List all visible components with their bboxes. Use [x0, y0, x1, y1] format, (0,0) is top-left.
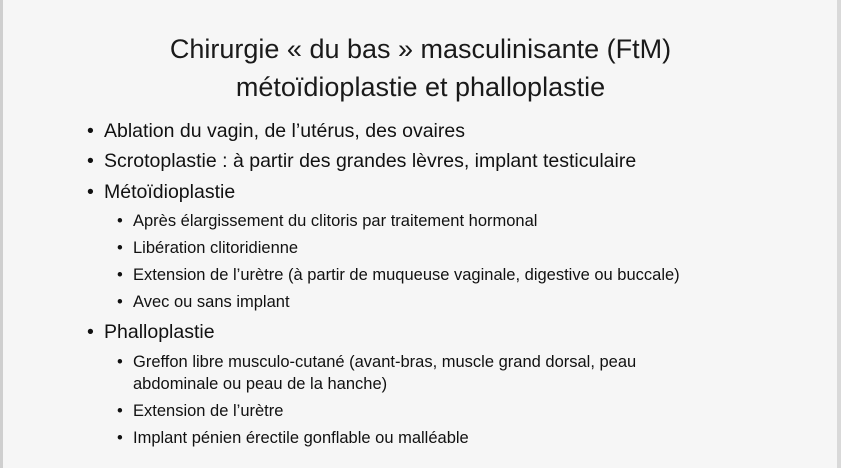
list-item — [87, 180, 236, 204]
list-item-text: Métoïdioplastie — [104, 181, 236, 203]
bullet-icon: • — [87, 150, 94, 172]
list-item-text: Ablation du vagin, de l’utérus, des ovaires — [104, 120, 465, 142]
list-item — [87, 149, 637, 173]
list-item — [117, 427, 469, 449]
list-item-text: Avec ou sans implant — [133, 293, 290, 311]
list-item — [87, 119, 465, 143]
bullet-icon: • — [117, 266, 123, 284]
list-item — [117, 264, 680, 286]
list-item — [117, 291, 290, 313]
list-item-text: Implant pénien érectile gonflable ou malléable — [133, 429, 469, 447]
bullet-icon: • — [117, 212, 123, 230]
list-item-text: Greffon libre musculo-cutané (avant-bras, muscle grand dorsal, peau — [133, 353, 637, 371]
title-line-2: métoïdioplastie et phalloplastie — [235, 72, 606, 102]
slide-title — [0, 30, 841, 106]
list-item-text: Extension de l’urètre (à partir de muqueuse vaginale, digestive ou buccale) — [133, 266, 680, 284]
list-item — [117, 400, 284, 422]
bullet-icon: • — [117, 429, 123, 447]
bullet-icon: • — [87, 120, 94, 142]
list-item-text: Phalloplastie — [104, 321, 215, 343]
list-item-text: Scrotoplastie : à partir des grandes lèvres, implant testiculaire — [104, 150, 637, 172]
bullet-icon: • — [117, 293, 123, 311]
list-item — [117, 351, 637, 395]
bullet-icon: • — [117, 353, 123, 371]
list-item-text: Après élargissement du clitoris par traitement hormonal — [133, 212, 538, 230]
list-item — [117, 237, 299, 259]
list-item — [117, 210, 538, 232]
list-item — [87, 320, 215, 344]
bullet-icon: • — [87, 321, 94, 343]
bullet-icon: • — [117, 402, 123, 420]
list-item-text: Extension de l’urètre — [133, 402, 284, 420]
title-line-1: Chirurgie « du bas » masculinisante (FtM) — [169, 34, 672, 64]
bullet-icon: • — [87, 181, 94, 203]
list-item-text-continued: abdominale ou peau de la hanche) — [133, 375, 388, 393]
list-item-text: Libération clitoridienne — [133, 239, 299, 257]
bullet-icon: • — [117, 239, 123, 257]
